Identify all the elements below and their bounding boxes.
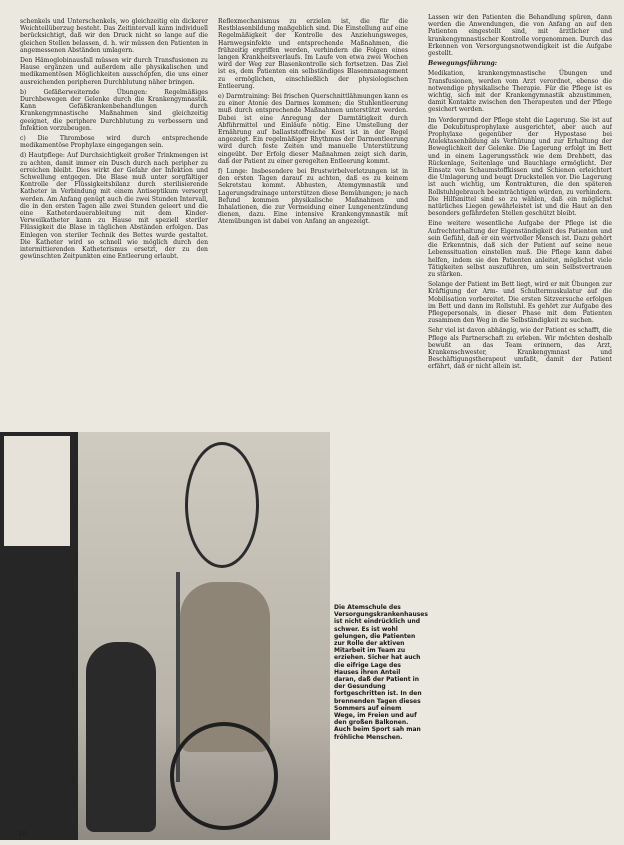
text-column-left — [20, 18, 208, 418]
paragraph: f) Lunge: Insbesondere bei Brustwirbelverletzungen ist in den ersten Tagen darauf zu achten, daß es zu keinem Sekretstau kommt. Abhusten, Atemgymnastik und Lagerungsdrainage unterstützen diese Bemühungen; je nach Befund kommen physikalische Maßnahmen und Inhalationen, die zur Vermeidung einer Lungenentzündung dienen, dazu. Eine intensive Krankengymnastik mit Atemübungen ist dabei von Anfang an angezeigt. — [218, 168, 408, 226]
photo-hanging-ring — [185, 442, 259, 568]
paragraph: Reflexmechanismus zu erzielen ist, die für die Restblasenbildung maßgeblich sind. Die Einstellung auf eine Regelmäßigkeit der Kontrolle des Anziehungsweges, Harnwegsinfekte und entsprechende Maßnahmen, die frühzeitig ergriffen werden, verhindern die Folgen eines langen Krankheitsverlaufs. Im Laufe von etwa zwei Wochen wird der Weg zur Blasenkontrolle sich fortsetzen. Das Ziel ist es, dem Patienten ein selbständiges Blasenmanagement zu ermöglichen, einschließlich der physiologischen Entleerung. — [218, 18, 408, 90]
paragraph: Solange der Patient im Bett liegt, wird er mit Übungen zur Kräftigung der Arm- und Schultermuskulatur auf die Mobilisation vorbereitet. Die ersten Sitzversuche erfolgen im Bett und dann im Rollstuhl. Es gehört zur Aufgabe des Pflegepersonals, in dieser Phase mit dem Patienten zusammen den Weg in die Selbständigkeit zu suchen. — [428, 281, 612, 325]
paragraph: schenkels und Unterschenkels, wo gleichzeitig ein dickerer Weichteilüberzug besteht. Das Zeitintervall kann individuell berücksichtigt, daß wir den Druck nicht so lange auf die gleichen Stellen belassen, d. h. wir müssen den Patienten in angemessenen Abständen umlagern. — [20, 18, 208, 54]
text-column-middle — [218, 18, 408, 428]
paragraph: Eine weitere wesentliche Aufgabe der Pflege ist die Aufrechterhaltung der Eigenständigkeit des Patienten und sein Gefühl, daß er ein wertvoller Mensch ist. Dazu gehört die Erkenntnis, daß sich der Patient auf seine neue Lebenssituation einstellen muß. Die Pflege kann dabei helfen, indem sie den Patienten anleitet, möglichst viele Tätigkeiten selbst auszuführen, um sein Selbstvertrauen zu stärken. — [428, 220, 612, 278]
photo-poster — [4, 436, 70, 546]
paragraph: Lassen wir den Patienten die Behandlung spüren, dann werden die Anwendungen, die von Anfang an auf den Patienten eingestellt sind, mit ärztlicher und krankengymnastischer Kontrolle vorgenommen. Durch das Erkennen von Versorgungsnotwendigkeit ist die Aufgabe gestellt. — [428, 14, 612, 58]
photo-door — [0, 432, 78, 840]
photo-therapist — [86, 642, 156, 832]
page-number: 10 — [18, 830, 27, 838]
subheading: Bewegungsführung: — [428, 60, 498, 68]
text-column-right — [428, 14, 612, 834]
paragraph: c) Die Thrombose wird durch entsprechende medikamentöse Prophylaxe eingegangen sein. — [20, 135, 208, 150]
paragraph: Sehr viel ist davon abhängig, wie der Patient es schafft, die Pflege als Partnerschaft zu erleben. Wir möchten deshalb bewußt an das Team erinnern, das Arzt, Krankenschwester, Krankengymnast und Beschäftigungstherapeut umfaßt, damit der Patient erfährt, daß er nicht allein ist. — [428, 327, 612, 371]
paragraph: b) Gefäßerweiternde Übungen: Regelmäßiges Durchbewegen der Gelenke durch die Krankengymnastik. Kann Gefäßkrankenbehandlungen durch Krankengymnastische Maßnahmen sind gleichzeitig geeignet, die periphere Durchblutung zu verbessern und Infektion vorzubeugen. — [20, 88, 208, 132]
rehabilitation-photo — [0, 432, 330, 840]
paragraph: Im Vordergrund der Pflege steht die Lagerung. Sie ist auf die Dekubitusprophylaxe ausgerichtet, aber auch auf Prophylaxe gegenüber der Hypostase bei Atelektasenbildung als Verhütung und zur Erhaltung der Beweglichkeit der Gelenke. Die Lagerung erfolgt im Bett und in einem Lagerungsstück wie dem Drehbett, das Rückenlage, Seitenlage und Bauchlage ermöglicht. Der Einsatz von Schaumstoffkissen und Schienen erleichtert die Umlagerung und beugt Druckstellen vor. Die Lagerung ist auch wichtig, um Kontrakturen, die den späteren Rollstuhlgebrauch beeinträchtigen würden, zu verhindern. Die Hilfsmittel sind so zu wählen, daß ein möglichst natürliches Liegen gewährleistet ist und die Haut an den besonders gefährdeten Stellen geschützt bleibt. — [428, 116, 612, 218]
photo-wheelchair-wheel — [170, 722, 278, 830]
photo-caption: Die Atemschule des Versorgungskrankenhauses ist nicht eindrücklich und schwer. Es ist wohl gelungen, die Patienten zur Rolle der aktiven Mitarbeit im Team zu erziehen. Sicher hat auch die eifrige Lage des Hauses ihren Anteil daran, daß der Patient in der Gesundung fortgeschritten ist. In den brennenden Tagen dieses Sommers auf einem Wege, im Freien und auf den großen Balkonen. Auch beim Sport sah man fröhliche Menschen. — [334, 604, 428, 741]
paragraph: Den Hämoglobinausfall müssen wir durch Transfusionen zu Hause ergänzen und außerdem alle physikalischen und medikamentösen Möglichkeiten ausschöpfen, die uns einer ausreichenden peripheren Durchblutung näher bringen. — [20, 57, 208, 86]
paragraph: d) Hautpflege: Auf Durchsichtigkeit großer Trinkmengen ist zu achten, damit immer ein Dusch durch nach peripher zu erreichen bleibt. Dies wirkt der Gefahr der Infektion und Schwellung entgegen. Die Blase muß unter sorgfältiger Kontrolle der Flüssigkeitsbilanz durch sterilisierende Katheter in Verbindung mit einem Antiseptikum versorgt werden. Am Anfang genügt auch die zwei Stunden Intervall, die in den ersten Tagen alle zwei Stunden geleert und die eine Katheterdauerableitung mit dem Kinder-Verweilkatheter kann zu Hause mit speziell steriler Flüssigkeit die Blase in täglichen Abständen erfolgen. Das Einlegen von steriler Technik des Bettes wurde gestaltet. Die Katheter wird so schnell wie möglich durch den intermittierenden Katheterismus ersetzt, der zu den gewünschten Zeitpunkten eine Entleerung erlaubt. — [20, 152, 208, 261]
paragraph: e) Darmtraining: Bei frischen Querschnittlähmungen kann es zu einer Atonie des Darmes kommen; die Stuhlentleerung muß durch entsprechende Maßnahmen unterstützt werden. Dabei ist eine Anregung der Darmtätigkeit durch Abführmittel und Einläufe nötig. Eine Umstellung der Ernährung auf ballaststoffreiche Kost ist in der Regel angezeigt. Ein regelmäßiger Rhythmus der Darmentleerung wird durch feste Zeiten und manuelle Unterstützung eingeübt. Der Erfolg dieser Maßnahmen zeigt sich darin, daß der Patient zu einer geregelten Entleerung kommt. — [218, 93, 408, 165]
paragraph: Medikation, krankengymnastische Übungen und Transfusionen, werden vom Arzt verordnet, ebenso die notwendige physikalische Therapie. Für die Pflege ist es wichtig, sich mit der Krankengymnastik abzustimmen, damit Kontakte zwischen den Therapeuten und der Pflege gesichert werden. — [428, 70, 612, 114]
